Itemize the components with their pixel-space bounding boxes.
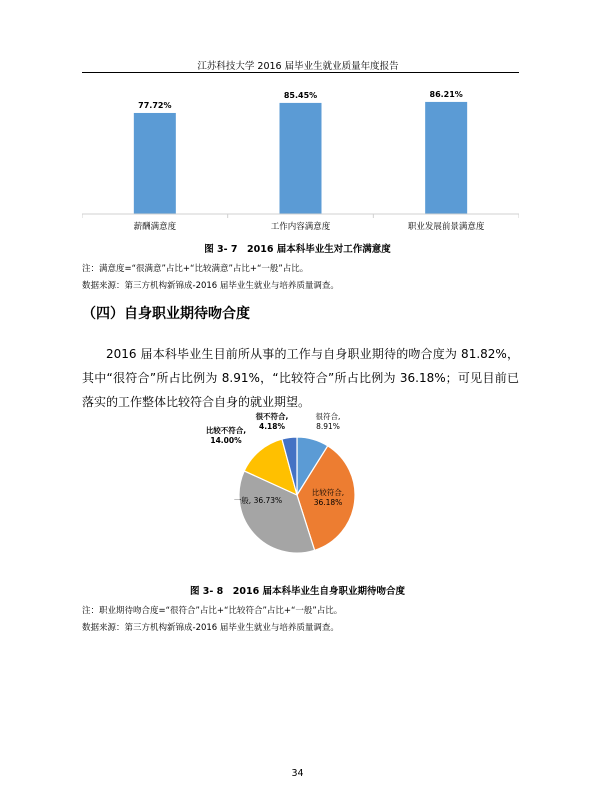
figure-3-7-note: 注：满意度=“很满意”占比+“比较满意”占比+“一般”占比。 <box>82 264 309 274</box>
figure-3-8-note: 注：职业期待吻合度=“很符合”占比+“比较符合”占比+“一般”占比。 <box>82 606 343 616</box>
pie-slice-label: 比较符合, 36.18% <box>311 488 345 507</box>
figure-3-8-source: 数据来源：第三方机构新锦成-2016 届毕业生就业与培养质量调查。 <box>82 623 339 633</box>
header-rule <box>82 72 519 73</box>
bar-category-label: 薪酬满意度 <box>133 222 177 232</box>
satisfaction-bar-chart <box>82 84 519 236</box>
bar-category-label: 职业发展前景满意度 <box>407 222 485 232</box>
section-paragraph <box>82 342 519 414</box>
pie-slice-label: 很符合, 8.91% <box>315 412 341 431</box>
figure-3-7-source: 数据来源：第三方机构新锦成-2016 届毕业生就业与培养质量调查。 <box>82 281 339 291</box>
bar-value-label: 77.72% <box>138 100 172 110</box>
career-expectation-pie-chart <box>170 405 400 570</box>
pie-slice-label: 一般, 36.73% <box>233 496 283 505</box>
bar <box>425 102 467 214</box>
bar-value-label: 85.45% <box>283 90 318 100</box>
bar-value-label: 86.21% <box>429 89 463 99</box>
pie-slice-label: 很不符合, 4.18% <box>255 412 289 431</box>
bar-category-label: 工作内容满意度 <box>270 222 331 232</box>
section-paragraph-text: 2016 届本科毕业生目前所从事的工作与自身职业期待的吻合度为 81.82%，其中“很符合”所占比例为 8.91%，“比较符合”所占比例为 36.18%；可见目前已落实的工作整体比较符合自身的就业期望。 <box>82 347 519 409</box>
bar <box>280 103 322 214</box>
figure-3-8-caption: 图 3- 8 2016 届本科毕业生自身职业期待吻合度 <box>189 586 406 597</box>
figure-3-7-caption: 图 3- 7 2016 届本科毕业生对工作满意度 <box>204 244 391 255</box>
report-header-title: 江苏科技大学 2016 届毕业生就业质量年度报告 <box>197 61 399 72</box>
pie-slice-label: 比较不符合, 14.00% <box>205 426 247 445</box>
bar <box>134 113 176 214</box>
section-heading: （四）自身职业期待吻合度 <box>82 306 250 322</box>
page-number: 34 <box>291 768 304 779</box>
